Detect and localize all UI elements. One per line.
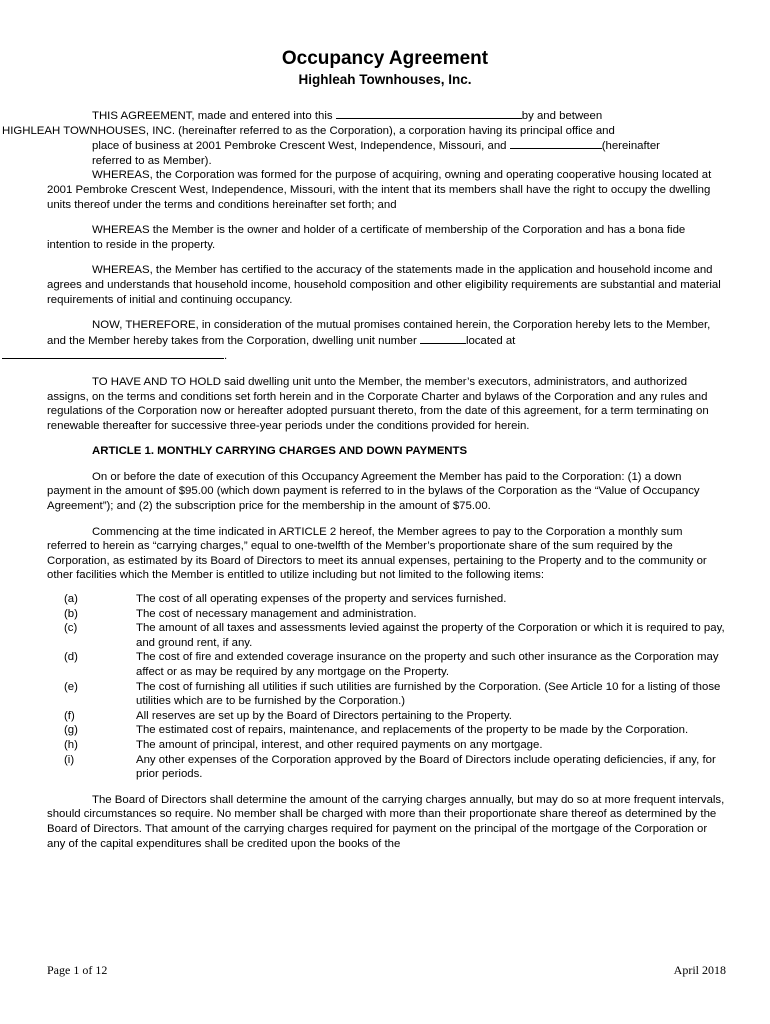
list-item: (i) Any other expenses of the Corporation approved by the Board of Directors include operating deficiencies, if any, for prior periods. (64, 753, 716, 781)
list-item: (h) The amount of principal, interest, and other required payments on any mortgage. (64, 738, 543, 751)
unit-number-blank[interactable] (420, 333, 466, 344)
list-item: (f) All reserves are set up by the Board of Directors pertaining to the Property. (64, 709, 512, 722)
carrying-charge-items (47, 592, 725, 782)
article-1-heading: ARTICLE 1. MONTHLY CARRYING CHARGES AND DOWN PAYMENTS (92, 445, 468, 458)
list-item: (e) The cost of furnishing all utilities if such utilities are furnished by the Corporation. (See Article 10 for a listing of those utilities which are to be furnished by the Corporation.) (64, 680, 721, 708)
footer-date: April 2018 (673, 963, 726, 977)
list-item: (b) The cost of necessary management and administration. (64, 607, 417, 620)
document-subtitle: Highleah Townhouses, Inc. (298, 72, 472, 87)
intro-paragraph-1: THIS AGREEMENT, made and entered into this by and between HIGHLEAH TOWNHOUSES, INC. (hereinafter referred to as the Corporation), a corporation having its principal office and (2, 110, 615, 137)
list-item: (g) The estimated cost of repairs, maintenance, and replacements of the property to be made by the Corporation. (64, 724, 689, 737)
list-item: (c) The amount of all taxes and assessments levied against the property of the Corporation or which it is required to pay, and ground rent, if any. (64, 622, 725, 649)
intro-paragraph-1-cont: place of business at 2001 Pembroke Crescent West, Independence, Missouri, and (hereinafter referred to as Member). (92, 140, 660, 167)
intro-paragraph-2: WHEREAS, the Corporation was formed for the purpose of acquiring, owning and operating cooperative housing located at 2001 Pembroke Crescent West, Independence, Missouri, with the intent that its members shall have the right to occupy the dwelling units thereof under the terms and conditions hereinafter set forth; and (47, 169, 712, 211)
document-title: Occupancy Agreement (281, 48, 489, 69)
intro-paragraph-3: WHEREAS the Member is the owner and holder of a certificate of membership of the Corporation and has a bona fide intention to reside in the property. (47, 224, 686, 251)
list-item: (d) The cost of fire and extended coverage insurance on the property and such other insurance as the Corporation may affect or as may be required by any mortgage on the Property. (64, 651, 719, 678)
article-1-paragraph-3: The Board of Directors shall determine the amount of the carrying charges annually, but may do so at more frequent intervals, should circumstances so require. No member shall be charged with more than their proportionate share thereof as determined by the Board of Directors. That amount of the carrying charges required for payment on the principal of the mortgage of the Corporation or any of the capital expenditures shall be credited upon the books of the (47, 793, 725, 850)
address-blank[interactable] (2, 348, 224, 359)
page-number: Page 1 of 12 (47, 963, 108, 977)
intro-paragraph-4: WHEREAS, the Member has certified to the accuracy of the statements made in the application and household income and agrees and understands that household income, household composition and other eligibility requirements are substantial and material requirements of initial and continuing occupancy. (47, 264, 721, 306)
document-body (2, 108, 725, 851)
article-1-paragraph-2: Commencing at the time indicated in ARTICLE 2 hereof, the Member agrees to pay to the Corporation a monthly sum referred to herein as “carrying charges,” equal to one-twelfth of the Member’s proportionate share of the sum required by the Corporation, as estimated by its Board of Directors to meet its annual expenses, pertaining to the Property and to the community or other facilities which the Member is entitled to utilize including but not limited to the following items: (47, 525, 707, 582)
article-1-paragraph-1: On or before the date of execution of this Occupancy Agreement the Member has paid to the Corporation: (1) a down payment in the amount of $95.00 (which down payment is referred to in the bylaws of the Corporation as the “Value of Occupancy Agreement”); and (2) the subscription price for the membership in the amount of $75.00. (47, 470, 700, 513)
member-name-blank[interactable] (510, 138, 602, 149)
date-blank[interactable] (336, 108, 522, 119)
list-item: (a) The cost of all operating expenses of the property and services furnished. (64, 593, 507, 606)
intro-paragraph-5: NOW, THEREFORE, in consideration of the mutual promises contained herein, the Corporation hereby lets to the Member, and the Member hereby takes from the Corporation, dwelling unit number located at . (47, 318, 725, 364)
intro-paragraph-6: TO HAVE AND TO HOLD said dwelling unit unto the Member, the member’s executors, administrators, and authorized assigns, on the terms and conditions set forth herein and in the Corporate Charter and bylaws of the Corporation and any rules and regulations of the Corporation now or hereafter adopted pursuant thereto, from the date of this agreement, for a term terminating on renewable thereafter for successive three-year periods under the conditions provided for herein. (47, 375, 709, 432)
